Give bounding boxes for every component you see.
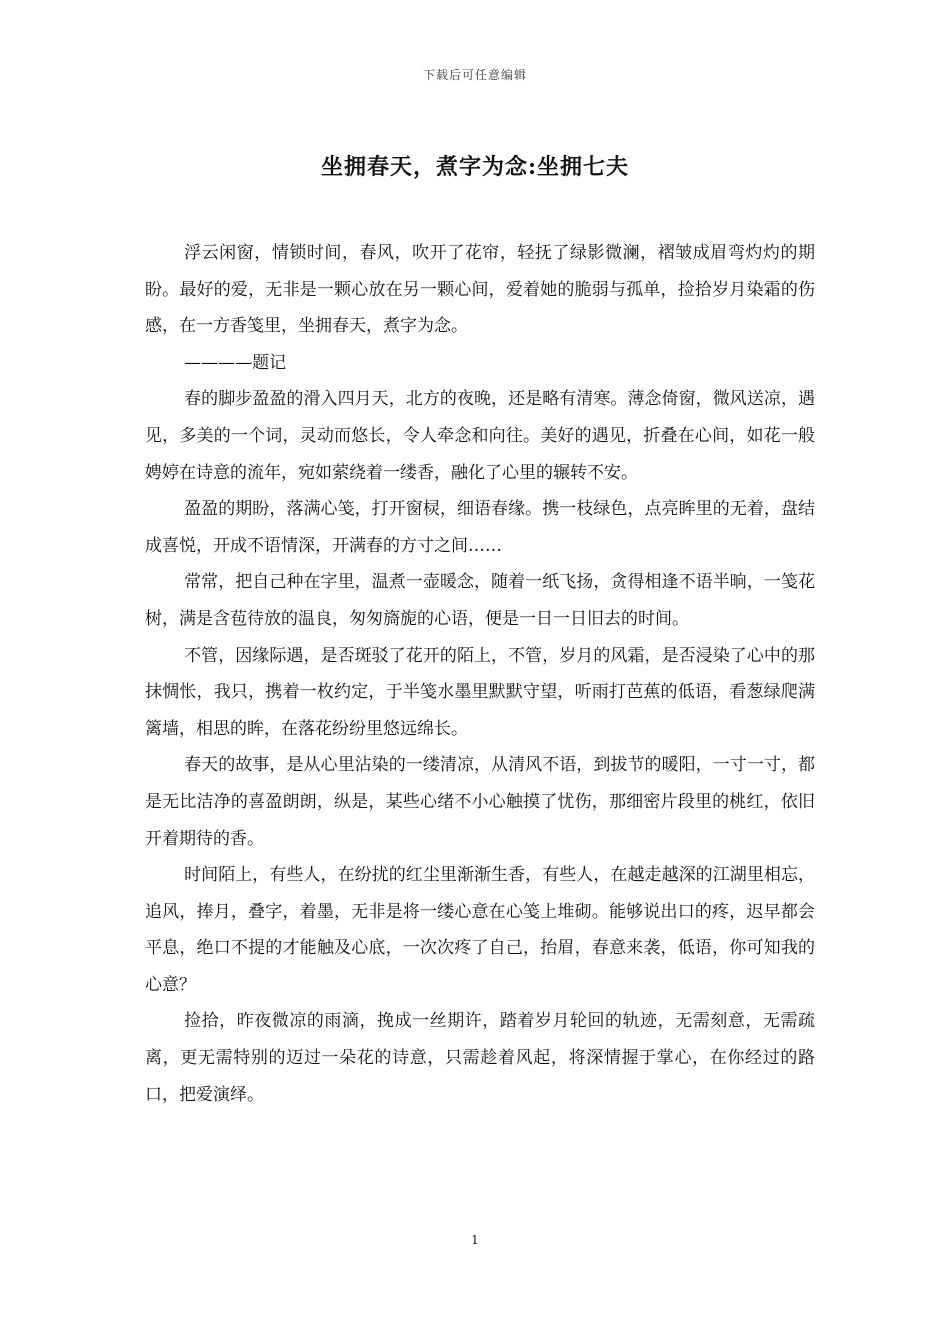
- paragraph: 不管，因缘际遇，是否斑驳了花开的陌上，不管，岁月的风霜，是否浸染了心中的那抹惆怅，我只，携着一枚约定，于半笺水墨里默默守望，听雨打芭蕉的低语，看葱绿爬满篱墙，相思的眸，在落花纷纷里悠远绵长。: [145, 645, 815, 739]
- paragraph: 捡拾，昨夜微凉的雨滴，挽成一丝期许，踏着岁月轮回的轨迹，无需刻意，无需疏离，更无需特别的迈过一朵花的诗意，只需趁着风起，将深情握于掌心，在你经过的路口，把爱演绎。: [145, 1011, 815, 1105]
- document-body: [145, 235, 815, 1113]
- paragraph: 时间陌上，有些人，在纷扰的红尘里渐渐生香，有些人，在越走越深的江湖里相忘，追风，捧月，叠字，着墨，无非是将一缕心意在心笺上堆砌。能够说出口的疼，迟早都会平息，绝口不提的才能触及心底，一次次疼了自己，抬眉，春意来袭，低语，你可知我的心意？: [145, 865, 815, 995]
- paragraph: 春的脚步盈盈的滑入四月天，北方的夜晚，还是略有清寒。薄念倚窗，微风送凉，遇见，多美的一个词，灵动而悠长，令人牵念和向往。美好的遇见，折叠在心间，如花一般娉婷在诗意的流年，宛如萦绕着一缕香，融化了心里的辗转不安。: [145, 389, 815, 483]
- paragraph: 盈盈的期盼，落满心笺，打开窗棂，细语春缘。携一枝绿色，点亮眸里的无着，盘结成喜悦，开成不语情深，开满春的方寸之间……: [145, 499, 815, 556]
- page-header-note: 下载后可任意编辑: [422, 68, 527, 82]
- page-number: 1: [471, 1233, 479, 1247]
- paragraph: 浮云闲窗，情锁时间，春风，吹开了花帘，轻抚了绿影微澜，褶皱成眉弯灼灼的期盼。最好的爱，无非是一颗心放在另一颗心间，爱着她的脆弱与孤单，捡拾岁月染霜的伤感，在一方香笺里，坐拥春天，煮字为念。: [145, 243, 815, 337]
- document-title: 坐拥春天，煮字为念:坐拥七夫: [320, 154, 630, 180]
- paragraph-epigraph-attribution: ————题记: [184, 352, 287, 373]
- paragraph: 常常，把自己种在字里，温煮一壶暖念，随着一纸飞扬，贪得相逢不语半晌，一笺花树，满是含苞待放的温良，匆匆旖旎的心语，便是一日一日旧去的时间。: [145, 572, 815, 629]
- paragraph: 春天的故事，是从心里沾染的一缕清凉，从清风不语，到拔节的暖阳，一寸一寸，都是无比洁净的喜盈朗朗，纵是，某些心绪不小心触摸了忧伤，那细密片段里的桃红，依旧开着期待的香。: [145, 755, 815, 849]
